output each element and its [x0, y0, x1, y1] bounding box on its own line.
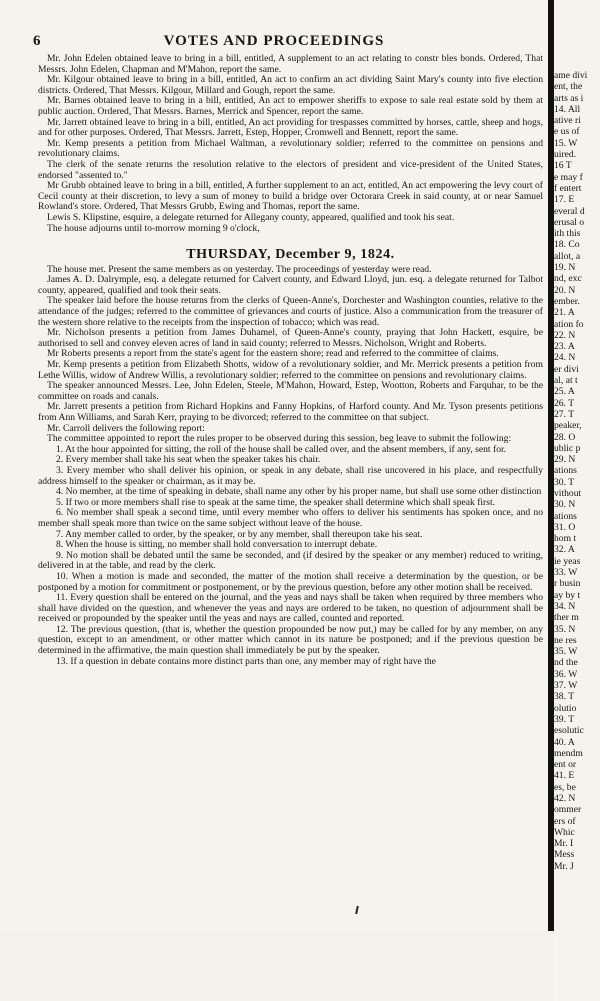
fragment-line: ations [554, 510, 577, 522]
fragment-line: 31. O [554, 521, 576, 533]
fragment-line: er divi [554, 363, 579, 375]
paragraph: Mr. Jarrett presents a petition from Richard Hopkins and Fanny Hopkins, of Harford county. And Mr. Tyson presents petitions from Ann Williams, and Sarah Kerr, praying to be divorced; referred to the committee on that subject. [38, 401, 543, 423]
fragment-line: olutio [554, 702, 577, 714]
fragment-line: 25. A [554, 386, 575, 398]
rule-item: 6. No member shall speak a second time, until every member who offers to deliver his sentiments has spoken once, and no member shall speak more than twice on the same subject without leave of the house. [38, 507, 543, 529]
fragment-line: e us of [554, 126, 580, 138]
fragment-line: vithout [554, 487, 582, 499]
running-title: VOTES AND PROCEEDINGS [163, 33, 385, 49]
fragment-line: 41. E [554, 770, 575, 782]
paragraph: Mr. Carroll delivers the following report: [47, 422, 205, 434]
fragment-line: ative ri [554, 115, 581, 127]
paragraph: The house met. Present the same members as on yesterday. The proceedings of yesterday were read. [47, 263, 432, 275]
fragment-line: 32. A [554, 544, 575, 556]
fragment-line: 16 T [554, 160, 572, 172]
fragment-line: al, at t [554, 375, 578, 387]
fragment-line: ember. [554, 295, 580, 307]
fragment-line: e may f [554, 171, 583, 183]
fragment-line: 19. N [554, 262, 576, 274]
fragment-line: Mess [554, 849, 575, 861]
paragraph: Mr. Nicholson presents a petition from James Duhamel, of Queen-Anne's county, praying that John Hackett, esquire, be authorised to sell and convey eleven acres of land in said county; referred to Messrs. Nicholson, Wright and Roberts. [38, 327, 543, 349]
fragment-line: peaker, [554, 420, 582, 432]
fragment-line: ation fo [554, 318, 584, 330]
main-text-column [38, 54, 543, 667]
paragraph: The house adjourns until to-morrow morning 9 o'clock, [47, 222, 260, 234]
fragment-line: 15. W [554, 137, 578, 149]
fragment-line: ne res [554, 634, 577, 646]
fragment-line: 33. W [554, 567, 578, 579]
paragraph: Mr. Kilgour obtained leave to bring in a bill, entitled, An act to confirm an act dividing Saint Mary's county into five election districts. Ordered, That Messrs. Kilgour, Millard and Gough, report the same. [38, 74, 543, 96]
fragment-line: ame divi [554, 70, 588, 81]
rule-item: 13. If a question in debate contains more distinct parts than one, any member may of right have the [56, 655, 436, 667]
fragment-line: nd the [554, 657, 578, 669]
fragment-line: 38. T [554, 691, 575, 703]
paragraph: Mr. Kemp presents a petition from Elizabeth Shotts, widow of a revolutionary soldier, and Mr. Merrick presents a petition from Lethe Willis, widow of Andrew Willis, a revolutionary soldier; referred to the committee on pensions and revolutionary claims. [38, 359, 543, 381]
fragment-line: arts as i [554, 92, 584, 104]
paragraph: Mr. Kemp presents a petition from Michael Waltman, a revolutionary soldier; referred to the committee on pensions and revolutionary claims. [38, 137, 543, 160]
fragment-line: ent, the [554, 81, 583, 93]
fragment-line: ommer [554, 804, 582, 816]
paragraph: The clerk of the senate returns the resolution relative to the electors of president and vice-president of the United States, endorsed "assented to." [38, 158, 543, 181]
rule-item: 12. The previous question, (that is, whether the question propounded be now put,) may be called for by any member, on any question, except to an amendment, or other matter which cannot in its nature be postponed; and if the previous question be determined in the affirmative, the main question shall immediately be put by the speaker. [38, 623, 543, 657]
fragment-line: 35. N [554, 623, 576, 635]
paragraph: James A. D. Dalrymple, esq. a delegate returned for Calvert county, and Edward Lloyd, jun. esq. a delegate returned for Talbot county, appeared, qualified and took their seats. [38, 274, 543, 296]
fragment-line: nd, exc [554, 273, 582, 285]
paragraph: Mr. Jarrett obtained leave to bring in a bill, entitled, An act providing for trespasses committed by horses, cattle, sheep and hogs, and for other purposes. Ordered, That Messrs. Jarrett, Estep, Hopper, Cromwell and Bennett, report the same. [38, 116, 543, 139]
rule-item: 11. Every question shall be entered on the journal, and the yeas and nays shall be taken when required by three members who shall have divided on the question, and whenever the yeas and nays are ordered to be taken, no question of adjournment shall be received or propounded by the speaker until the yeas and nays are called, counted and reported. [38, 592, 543, 625]
fragment-line: 30. N [554, 499, 576, 511]
fragment-line: ations [554, 465, 577, 477]
fragment-line: 21. A [554, 307, 575, 319]
fragment-line: ith this [554, 228, 581, 240]
paragraph: Lewis S. Klipstine, esquire, a delegate returned for Allegany county, appeared, qualified and took his seat. [47, 211, 455, 223]
fragment-line: ay by t [554, 589, 581, 601]
fragment-line: f entert [554, 182, 582, 194]
rule-item: 5. If two or more members shall rise to speak at the same time, the speaker shall determine which shall speak first. [56, 496, 496, 508]
fragment-line: 18. Co [554, 239, 580, 251]
fragment-line: everal d [554, 205, 585, 217]
fragment-line: 28. O [554, 431, 576, 443]
rule-item: 9. No motion shall be debated until the same be seconded, and (if desired by the speaker or any member) reduced to writing, delivered in at the table, and read by the clerk. [38, 549, 543, 572]
fragment-line: mendm [554, 747, 583, 759]
fragment-line: 39. T [554, 713, 575, 725]
fragment-line: 17. E [554, 194, 575, 206]
fragment-line: 29. N [554, 454, 576, 466]
fragment-line: 40. A [554, 736, 575, 748]
fragment-line: r busin [554, 578, 581, 590]
fragment-line: 26. T [554, 397, 575, 409]
rule-item: 7. Any member called to order, by the speaker, or by any member, shall thereupon take his seat. [56, 528, 423, 540]
fragment-line: 23. A [554, 341, 575, 353]
day-heading: THURSDAY, December 9, 1824. [186, 247, 395, 263]
fragment-line: 27. T [554, 408, 575, 420]
fragment-line: ther m [554, 612, 579, 624]
page-number: 6 [33, 33, 41, 49]
fragment-line: Mr. J [554, 860, 574, 872]
paragraph: Mr. John Edelen obtained leave to bring in a bill, entitled, A supplement to an act relating to constr bles bonds. Ordered, That Messrs. John Edelen, Chapman and M'Mahon, report the same. [38, 53, 543, 75]
page-header [0, 33, 548, 53]
fragment-line: ent or [554, 759, 577, 771]
fragment-line: 42. N [554, 793, 576, 804]
rule-item: 2. Every member shall take his seat when the speaker takes his chair. [56, 454, 321, 466]
fragment-line: uired. [554, 149, 577, 161]
fragment-line: 35. W [554, 646, 578, 658]
fragment-line: ie yeas [554, 555, 581, 567]
paragraph: The speaker announced Messrs. Lee, John Edelen, Steele, M'Mahon, Howard, Estep, Wootton, Roberts and Farquhar, to be the committee on roads and canals. [38, 380, 543, 402]
fragment-line: 24. N [554, 352, 576, 364]
rule-item: 4. No member, at the time of speaking in debate, shall name any other by his proper name, but shall use some other distinction [56, 486, 542, 498]
fragment-line: Mr. I [554, 838, 574, 850]
fragment-line: ers of [554, 815, 576, 827]
fragment-line: 30. T [554, 476, 575, 488]
fragment-line: 37. W [554, 680, 578, 692]
fragment-line: 22. N [554, 329, 576, 341]
paragraph: The committee appointed to report the rules proper to be observed during this session, beg leave to submit the following: [47, 433, 512, 445]
paragraph: Mr Roberts presents a report from the state's agent for the eastern shore; read and referred to the committee of claims. [47, 348, 499, 360]
fragment-line: 14. All [554, 103, 581, 115]
paragraph: The speaker laid before the house returns from the clerks of Queen-Anne's, Dorchester and Washington counties, relative to the attendance of the judges; referred to the committee of grievances and courts of justice. Also a communication from the treasurer of the western shore relative to the receipts from the inspection of tobacco; which was read. [38, 295, 543, 328]
fragment-line: esolutic [554, 725, 584, 737]
fragment-line: 34. N [554, 600, 576, 612]
fragment-line: 20. N [554, 284, 576, 296]
fragment-line: erusal o [554, 216, 585, 228]
adjacent-page-fragment [554, 0, 600, 1001]
fragment-line: ublic p [554, 442, 581, 454]
fragment-line: hom t [554, 533, 577, 545]
fragment-line: Whic [554, 826, 575, 838]
rule-item: 3. Every member who shall deliver his opinion, or speak in any debate, shall rise uncovered in his place, and respectfully address himself to the speaker or chairman, as it may be. [38, 464, 543, 487]
stray-ink-mark [355, 906, 359, 914]
paragraph: Mr Grubb obtained leave to bring in a bill, entitled, A further supplement to an act, entitled, An act empowering the levy court of Cecil county at their discretion, to levy a sum of money to build a bridge over Octorara Creek in said county, at or near Samuel Rowland's store. Ordered, That Messrs Grubb, Ewing and Thomas, report the same. [38, 180, 543, 213]
rule-item: 8. When the house is sitting, no member shall hold conversation to interrupt debate. [56, 539, 378, 551]
rule-item: 10. When a motion is made and seconded, the matter of the motion shall receive a determination by the question, or be postponed by a motion for commitment or postponement, or by the previous question, before any other motion shall be received. [38, 570, 543, 593]
fragment-line: es, be [554, 781, 576, 793]
rule-item: 1. At the hour appointed for sitting, the roll of the house shall be called over, and the absent members, if any, sent for. [56, 443, 507, 455]
fragment-line: allot, a [554, 250, 581, 262]
fragment-line: 36. W [554, 668, 578, 680]
paragraph: Mr. Barnes obtained leave to bring in a bill, entitled, An act to empower sheriffs to expose to sale real estate sold by them at public auction. Ordered, That Messrs. Barnes, Merrick and Spencer, report the same. [38, 95, 543, 117]
